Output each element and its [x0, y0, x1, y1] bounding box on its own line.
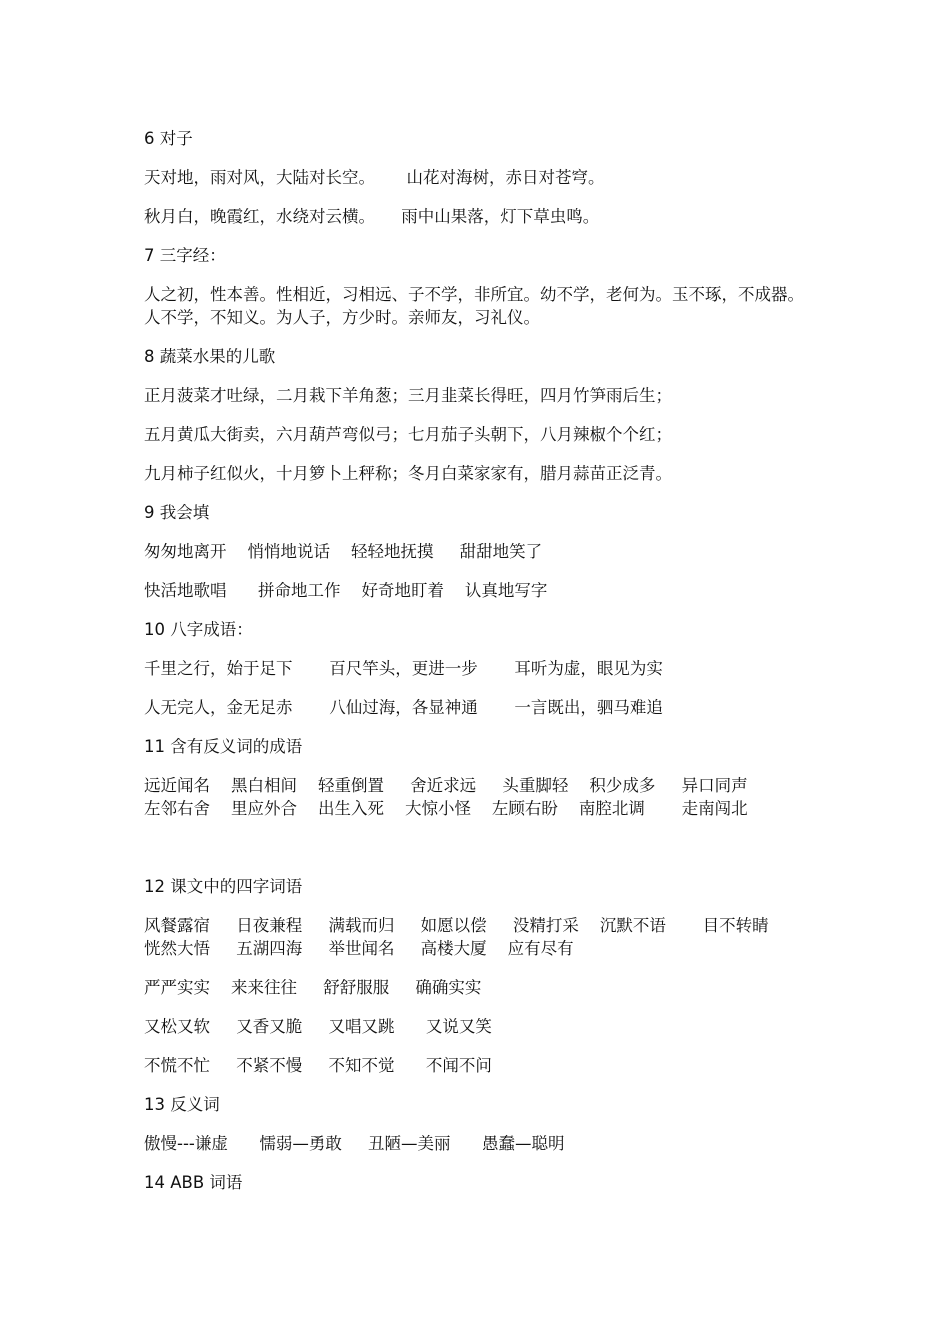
duizi-line-1: 天对地，雨对风，大陆对长空。 山花对海树，赤日对苍穹。 — [144, 168, 605, 187]
eight-char-idioms-line-2: 人无完人，金无足赤 八仙过海，各显神通 一言既出，驷马难追 — [144, 698, 663, 717]
section-heading-eight-char-idioms: 10 八字成语： — [144, 620, 253, 639]
vegetable-song-line-3: 九月柿子红似火，十月箩卜上秤称；冬月白菜家家有，腊月蒜苗正泛青。 — [144, 464, 672, 483]
four-char-words-aabb-1: 严严实实 来来往往 舒舒服服 确确实实 — [144, 978, 482, 997]
four-char-words-you-you: 又松又软 又香又脆 又唱又跳 又说又笑 — [144, 1017, 492, 1036]
antonym-idioms-text: 远近闻名 黑白相间 轻重倒置 舍近求远 头重脚轻 积少成多 异口同声 左邻右舍 里应外合 出生入死 大惊小怪 左顾右盼 南腔北调 走南闯北 — [144, 776, 748, 818]
sanzijing-text: 人之初，性本善。性相近，习相远、子不学，非所宜。幼不学，老何为。玉不琢，不成器。人不学，不知义。为人子，方少时。亲师友，习礼仪。 — [144, 285, 804, 327]
section-heading-antonyms: 13 反义词 — [144, 1095, 220, 1114]
section-heading-sanzijing: 7 三字经： — [144, 246, 226, 265]
antonyms-line: 傲慢---谦虚 懦弱—勇敢 丑陋—美丽 愚蠢—聪明 — [144, 1134, 565, 1153]
section-heading-vegetable-song: 8 蔬菜水果的儿歌 — [144, 347, 276, 366]
fill-in-line-2: 快活地歌唱 拼命地工作 好奇地盯着 认真地写字 — [144, 581, 548, 600]
section-heading-duizi: 6 对子 — [144, 129, 193, 148]
vegetable-song-line-2: 五月黄瓜大街卖，六月葫芦弯似弓；七月茄子头朝下，八月辣椒个个红； — [144, 425, 672, 444]
four-char-words-bu-bu: 不慌不忙 不紧不慢 不知不觉 不闻不问 — [144, 1056, 492, 1075]
section-heading-abb-words: 14 ABB 词语 — [144, 1173, 243, 1192]
section-heading-four-char-words: 12 课文中的四字词语 — [144, 877, 303, 896]
four-char-words-block: 风餐露宿 日夜兼程 满载而归 如愿以偿 没精打采 沉默不语 目不转睛 恍然大悟 五湖四海 举世闻名 高楼大厦 应有尽有 — [144, 916, 769, 958]
document-body — [144, 127, 804, 1210]
duizi-line-2: 秋月白，晚霞红，水绕对云横。 雨中山果落，灯下草虫鸣。 — [144, 207, 600, 226]
blank-gap — [144, 836, 804, 875]
eight-char-idioms-line-1: 千里之行，始于足下 百尺竿头，更进一步 耳听为虚，眼见为实 — [144, 659, 663, 678]
section-heading-fill-in: 9 我会填 — [144, 503, 210, 522]
fill-in-line-1: 匆匆地离开 悄悄地说话 轻轻地抚摸 甜甜地笑了 — [144, 542, 543, 561]
section-heading-antonym-idioms: 11 含有反义词的成语 — [144, 737, 303, 756]
vegetable-song-line-1: 正月菠菜才吐绿，二月栽下羊角葱；三月韭菜长得旺，四月竹笋雨后生； — [144, 386, 672, 405]
